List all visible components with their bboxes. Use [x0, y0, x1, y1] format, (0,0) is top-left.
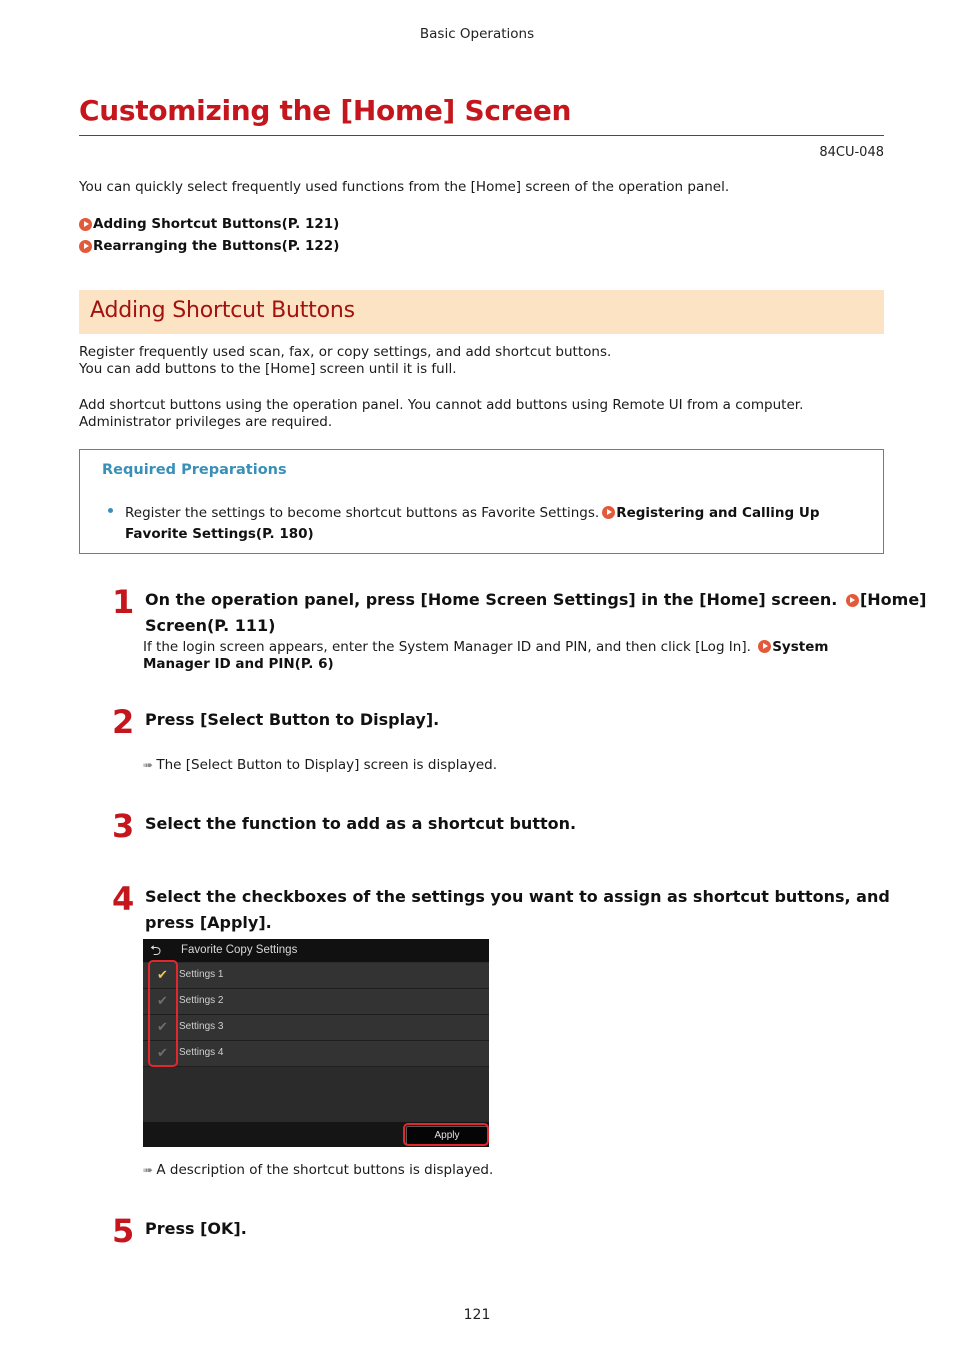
step-title-link[interactable]: [Home]: [859, 590, 927, 609]
section-paragraph-2: [79, 397, 803, 431]
settings-row-label: Settings 3: [179, 1021, 224, 1032]
arrow-circle-icon: [602, 506, 615, 519]
checkmark-icon[interactable]: ✔: [157, 1019, 168, 1034]
settings-row[interactable]: [143, 989, 489, 1015]
required-preparations-heading: Required Preparations: [102, 462, 287, 478]
step-4-title: [145, 884, 890, 936]
prep-link[interactable]: Registering and Calling Up Favorite Settings(P. 180): [125, 505, 820, 542]
screen-title: Favorite Copy Settings: [181, 944, 298, 956]
paragraph-line: Register frequently used scan, fax, or copy settings, and add shortcut buttons.: [79, 344, 612, 360]
prep-text: Register the settings to become shortcut buttons as Favorite Settings.: [125, 505, 600, 521]
step-title-link[interactable]: Screen(P. 111): [145, 616, 276, 635]
settings-row[interactable]: [143, 1041, 489, 1067]
intro-text: You can quickly select frequently used functions from the [Home] screen of the operation panel.: [79, 179, 730, 195]
step-2-title: Press [Select Button to Display].: [145, 710, 440, 729]
step-note-link[interactable]: System: [772, 639, 829, 655]
settings-row[interactable]: [143, 963, 489, 989]
document-id: 84CU-048: [819, 145, 884, 160]
checkmark-icon[interactable]: ✔: [157, 967, 168, 982]
result-arrow-icon: ➠: [143, 758, 153, 772]
page-number: 121: [463, 1307, 491, 1323]
step-title-text: Select the checkboxes of the settings you want to assign as shortcut buttons, and: [145, 887, 890, 906]
step-number: 1: [112, 583, 135, 621]
settings-row-label: Settings 2: [179, 995, 224, 1006]
paragraph-line: You can add buttons to the [Home] screen until it is full.: [79, 361, 457, 377]
section-paragraph-1: [79, 344, 611, 378]
toc-link-label: Rearranging the Buttons(P. 122): [93, 238, 340, 254]
back-arrow-icon[interactable]: ⮌: [150, 942, 162, 958]
step-1-title: [145, 587, 926, 639]
paragraph-line: Administrator privileges are required.: [79, 414, 333, 430]
apply-highlight: [403, 1123, 489, 1146]
favorite-copy-settings-screenshot: [143, 939, 489, 1147]
checkmark-icon[interactable]: ✔: [157, 993, 168, 1008]
toc-link-adding[interactable]: [79, 216, 339, 232]
step-1-note: [143, 639, 828, 673]
running-header: Basic Operations: [419, 26, 535, 42]
toc-link-label: Adding Shortcut Buttons(P. 121): [93, 216, 340, 232]
arrow-circle-icon: [758, 640, 771, 653]
checkbox-highlight: [148, 960, 178, 1067]
step-3-title: Select the function to add as a shortcut button.: [145, 814, 577, 833]
step-number: 5: [112, 1212, 135, 1250]
arrow-circle-icon: [79, 218, 92, 231]
result-arrow-icon: ➠: [143, 1163, 153, 1177]
arrow-circle-icon: [846, 594, 859, 607]
arrow-circle-icon: [79, 240, 92, 253]
step-number: 2: [112, 703, 135, 741]
settings-row-label: Settings 4: [179, 1047, 224, 1058]
step-4-result: [143, 1162, 493, 1178]
result-text: The [Select Button to Display] screen is displayed.: [156, 757, 497, 773]
settings-row[interactable]: [143, 1015, 489, 1041]
toc-link-rearranging[interactable]: [79, 238, 339, 254]
step-number: 3: [112, 807, 135, 845]
step-title-text: On the operation panel, press [Home Screen Settings] in the [Home] screen.: [145, 590, 838, 609]
page-title: Customizing the [Home] Screen: [79, 94, 572, 127]
step-2-result: [143, 757, 497, 773]
result-text: A description of the shortcut buttons is displayed.: [156, 1162, 494, 1178]
required-preparations-item: [125, 503, 845, 545]
bullet-icon: [108, 508, 113, 513]
step-title-text: press [Apply].: [145, 913, 272, 932]
apply-button[interactable]: Apply: [406, 1126, 488, 1145]
checkmark-icon[interactable]: ✔: [157, 1045, 168, 1060]
step-note-text: If the login screen appears, enter the System Manager ID and PIN, and then click [Log In].: [143, 639, 751, 655]
paragraph-line: Add shortcut buttons using the operation panel. You cannot add buttons using Remote UI from a computer.: [79, 397, 804, 413]
section-heading: Adding Shortcut Buttons: [90, 298, 355, 323]
settings-row-label: Settings 1: [179, 969, 224, 980]
step-note-link[interactable]: Manager ID and PIN(P. 6): [143, 656, 334, 672]
title-divider: [79, 135, 884, 136]
step-5-title: Press [OK].: [145, 1219, 247, 1238]
step-number: 4: [112, 880, 135, 918]
